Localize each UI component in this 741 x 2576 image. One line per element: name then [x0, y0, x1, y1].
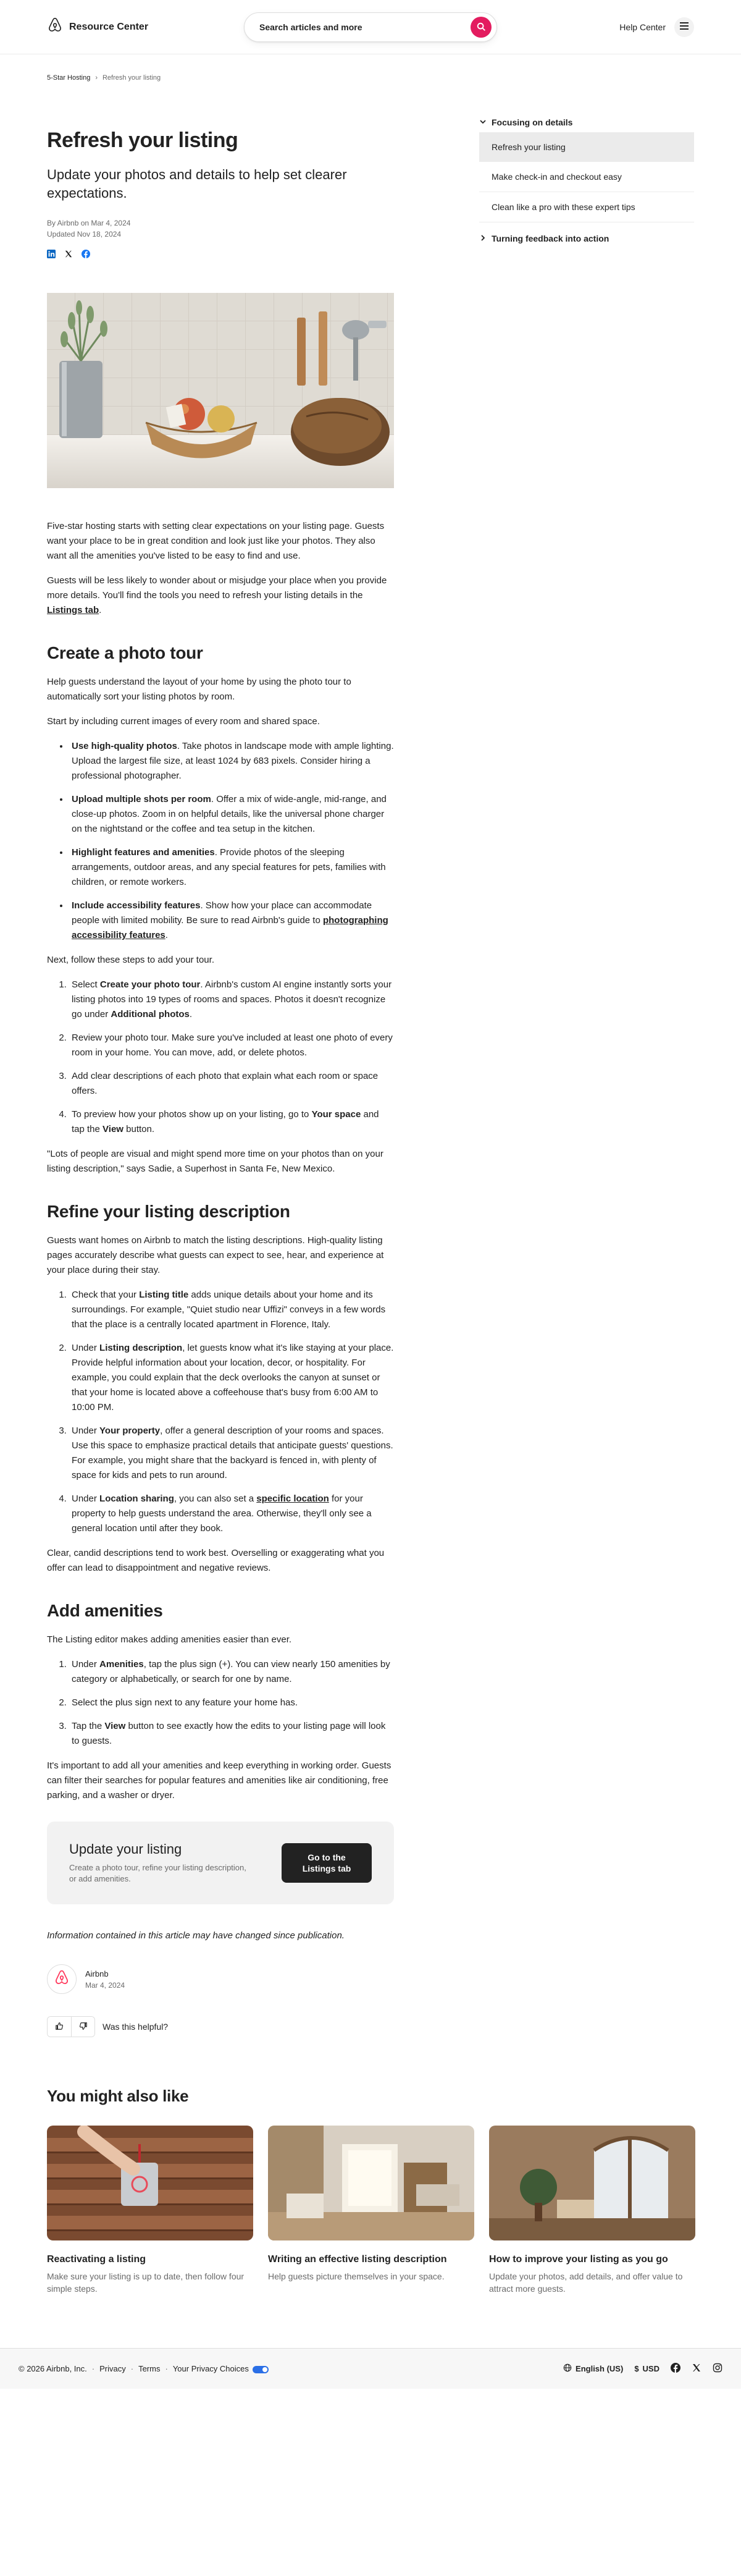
- card-title[interactable]: Reactivating a listing: [47, 2254, 146, 2265]
- cta-title: Update your listing: [69, 1841, 182, 1857]
- hero-image: [47, 293, 394, 488]
- menu-button[interactable]: [674, 17, 694, 37]
- vote-group: [47, 2016, 95, 2037]
- toc-item-refresh-listing[interactable]: Refresh your listing: [479, 132, 694, 162]
- list-item: • Use high-quality photos. Take photos in landscape mode with ample lighting. Upload the largest file size, at least 1024 by 683 pixels. Consider hiring a professional photographer.: [69, 739, 394, 783]
- listings-tab-link[interactable]: Listings tab: [47, 605, 99, 615]
- list-item: 4. To preview how your photos show up on your listing, go to Your space and tap the View button.: [69, 1107, 394, 1137]
- author-name: Airbnb: [85, 1969, 109, 1978]
- card-description: Update your photos, add details, and offer value to attract more guests.: [489, 2271, 683, 2294]
- thumbs-up-icon: [55, 2022, 64, 2032]
- globe-icon: [563, 2363, 572, 2374]
- article: [47, 112, 394, 2037]
- thumbs-up-button[interactable]: [48, 2017, 71, 2037]
- page-subtitle: Update your photos and details to help set clearer expectations.: [47, 167, 347, 201]
- list-item: 1. Under Amenities, tap the plus sign (+). You can view nearly 150 amenities by category or alphabetically, or search for one by name.: [69, 1657, 394, 1687]
- table-of-contents: [479, 112, 694, 2037]
- brand-name: Resource Center: [69, 21, 149, 32]
- list-item: 2. Review your photo tour. Make sure you've included at least one photo of every room in your home. You can move, add, or delete photos.: [69, 1031, 394, 1060]
- thumbs-down-button[interactable]: [71, 2017, 94, 2037]
- page-title: Refresh your listing: [47, 129, 238, 152]
- list-item: • Include accessibility features. Show how your place can accommodate people with limited mobility. Be sure to read Airbnb's guide to photographing accessibility features.: [69, 898, 394, 943]
- photo-steps-list: [69, 978, 394, 1137]
- specific-location-link[interactable]: specific location: [256, 1493, 329, 1504]
- privacy-choices-link[interactable]: Your Privacy Choices: [173, 2364, 269, 2373]
- instagram-icon[interactable]: [713, 2363, 722, 2375]
- list-item: 3. Under Your property, offer a general description of your rooms and spaces. Use this space to emphasize practical details that anticipate guests' questions. For example, you might share that the backyard is fenced in, with plenty of space for kids and pets to run around.: [69, 1424, 394, 1483]
- accessibility-guide-link[interactable]: photographing accessibility features: [72, 915, 388, 940]
- toc-section-feedback[interactable]: [479, 229, 694, 248]
- paragraph: Next, follow these steps to add your tour.: [47, 955, 214, 965]
- article-body: [47, 519, 394, 1803]
- airbnb-logo-icon: [47, 17, 63, 37]
- facebook-icon[interactable]: [82, 250, 90, 258]
- site-header: [0, 0, 741, 54]
- list-item: • Upload multiple shots per room. Offer a mix of wide-angle, mid-range, and close-up photos. Zoom in on helpful details, like the universal phone charger on the nightstand or the coffee and tea setup in the kitchen.: [69, 792, 394, 837]
- help-center-link[interactable]: Help Center: [619, 22, 666, 32]
- related-heading: You might also like: [47, 2087, 189, 2105]
- toc-section-label: Turning feedback into action: [492, 234, 609, 243]
- breadcrumb-parent-link[interactable]: 5-Star Hosting: [47, 74, 91, 82]
- currency-symbol: $: [634, 2364, 639, 2373]
- card-image: [489, 2126, 695, 2240]
- separator: ·: [165, 2364, 168, 2373]
- chevron-right-icon: [479, 234, 487, 243]
- article-updated: Updated Nov 18, 2024: [47, 230, 122, 239]
- list-item: 1. Select Create your photo tour. Airbnb's custom AI engine instantly sorts your listing photos into 19 types of rooms and spaces. Photos it doesn't recognize go under Additional photos.: [69, 978, 394, 1022]
- brand-logo-link[interactable]: [47, 17, 148, 37]
- paragraph: Guests want homes on Airbnb to match the listing descriptions. High-quality listing pages accurately describe what guests can expect to see, hear, and experience at your place during their stay.: [47, 1235, 384, 1275]
- intro-paragraph-2: Guests will be less likely to wonder about or misjudge your place when you provide more details. You'll find the tools you need to refresh your listing details in the Listings tab.: [47, 575, 387, 615]
- list-item: • Highlight features and amenities. Provide photos of the sleeping arrangements, outdoor areas, and any special features for pets, families with children, or remote workers.: [69, 845, 394, 890]
- intro-paragraph: Five-star hosting starts with setting clear expectations on your listing page. Guests want your place to be in great condition and look just like your photos. They also want all the amenities you've listed to be easy to find and use.: [47, 521, 385, 561]
- related-articles: [0, 2087, 741, 2295]
- paragraph: Help guests understand the layout of your home by using the photo tour to automatically sort your listing photos by room.: [47, 677, 351, 702]
- article-byline: By Airbnb on Mar 4, 2024: [47, 219, 131, 227]
- search-bar[interactable]: [244, 12, 497, 42]
- related-card-improve[interactable]: [489, 2126, 695, 2295]
- breadcrumb-current: Refresh your listing: [102, 74, 161, 82]
- list-item: 3. Add clear descriptions of each photo that explain what each room or space offers.: [69, 1069, 394, 1099]
- card-description: Help guests picture themselves in your space.: [268, 2271, 445, 2281]
- list-item: 1. Check that your Listing title adds unique details about your home and its surroundings. For example, "Quiet studio near Uffizi" conveys in a few words that the place is a centrally located apartment in Florence, Italy.: [69, 1288, 394, 1332]
- search-input[interactable]: [259, 22, 445, 32]
- x-twitter-icon[interactable]: [692, 2363, 701, 2375]
- hamburger-menu-icon: [680, 22, 689, 32]
- airbnb-logo-icon: [54, 1969, 70, 1990]
- amenities-steps-list: [69, 1657, 394, 1749]
- section-heading-photo-tour: Create a photo tour: [47, 643, 203, 662]
- toc-item-clean[interactable]: Clean like a pro with these expert tips: [479, 192, 694, 222]
- breadcrumb-chevron-icon: ›: [95, 74, 98, 82]
- photo-tips-list: [69, 739, 394, 943]
- article-meta: [47, 217, 394, 240]
- disclaimer: Information contained in this article may have changed since publication.: [47, 1930, 345, 1941]
- list-item: 4. Under Location sharing, you can also set a specific location for your property to help guests understand the area. Otherwise, they'll only see a general location until after they book.: [69, 1492, 394, 1536]
- paragraph: It's important to add all your amenities and keep everything in working order. Guests can filter their searches for popular features and amenities like air conditioning, free parking, and a washer or dryer.: [47, 1760, 391, 1801]
- cta-description: Create a photo tour, refine your listing description, or add amenities.: [69, 1863, 246, 1883]
- copyright: © 2026 Airbnb, Inc.: [19, 2364, 87, 2373]
- card-image: [268, 2126, 474, 2240]
- list-item: 2. Under Listing description, let guests know what it's like staying at your place. Provide helpful information about your location, decor, or hospitality. For example, you could explain that the deck overlooks the canyon at sunset or that your home is located above a coffeehouse that's busy from 6:00 AM to 10:00 PM.: [69, 1341, 394, 1415]
- language-label: English (US): [576, 2364, 624, 2373]
- site-footer: [0, 2348, 741, 2389]
- feedback-question: Was this helpful?: [103, 2022, 169, 2032]
- facebook-icon[interactable]: [671, 2363, 680, 2375]
- privacy-choices-toggle-icon: [253, 2366, 269, 2373]
- section-heading-description: Refine your listing description: [47, 1202, 290, 1221]
- currency-selector[interactable]: [634, 2364, 659, 2373]
- chevron-down-icon: [479, 117, 487, 127]
- breadcrumb: [0, 74, 741, 82]
- paragraph: Clear, candid descriptions tend to work best. Overselling or exaggerating what you offer can lead to disappointment and negative reviews.: [47, 1548, 385, 1573]
- section-heading-amenities: Add amenities: [47, 1601, 163, 1620]
- x-twitter-icon[interactable]: [64, 250, 73, 258]
- toc-section-focusing[interactable]: [479, 112, 694, 132]
- feedback: [47, 2016, 394, 2037]
- card-description: Make sure your listing is up to date, then follow four simple steps.: [47, 2271, 245, 2294]
- author-block: [47, 1964, 394, 1994]
- search-button[interactable]: [471, 17, 492, 38]
- related-card-description[interactable]: [268, 2126, 474, 2295]
- host-quote: "Lots of people are visual and might spend more time on your photos than on your listing description," says Sadie, a Superhost in Santa Fe, New Mexico.: [47, 1149, 383, 1174]
- go-to-listings-button[interactable]: Go to the Listings tab: [282, 1843, 372, 1883]
- toc-section-label: Focusing on details: [492, 117, 573, 127]
- separator: ·: [130, 2364, 134, 2373]
- avatar: [47, 1964, 77, 1994]
- share-links: [47, 250, 394, 258]
- card-image: [47, 2126, 253, 2240]
- list-item: 3. Tap the View button to see exactly how the edits to your listing page will look to guests.: [69, 1719, 394, 1749]
- related-card-reactivating[interactable]: [47, 2126, 253, 2295]
- paragraph: The Listing editor makes adding amenities easier than ever.: [47, 1634, 292, 1645]
- linkedin-icon[interactable]: [47, 250, 56, 258]
- language-selector[interactable]: [563, 2363, 623, 2374]
- separator: ·: [91, 2364, 95, 2373]
- card-title[interactable]: Writing an effective listing description: [268, 2254, 447, 2265]
- author-date: Mar 4, 2024: [85, 1980, 125, 1990]
- list-item: 2. Select the plus sign next to any feature your home has.: [69, 1696, 394, 1710]
- card-title[interactable]: How to improve your listing as you go: [489, 2254, 668, 2265]
- paragraph: Start by including current images of every room and shared space.: [47, 716, 320, 727]
- search-icon: [477, 22, 485, 33]
- toc-item-check-in[interactable]: Make check-in and checkout easy: [479, 162, 694, 192]
- description-steps-list: [69, 1288, 394, 1536]
- cta-box: [47, 1822, 394, 1904]
- currency-label: USD: [642, 2364, 659, 2373]
- thumbs-down-icon: [79, 2022, 88, 2032]
- terms-link[interactable]: Terms: [138, 2364, 161, 2373]
- privacy-link[interactable]: Privacy: [99, 2364, 126, 2373]
